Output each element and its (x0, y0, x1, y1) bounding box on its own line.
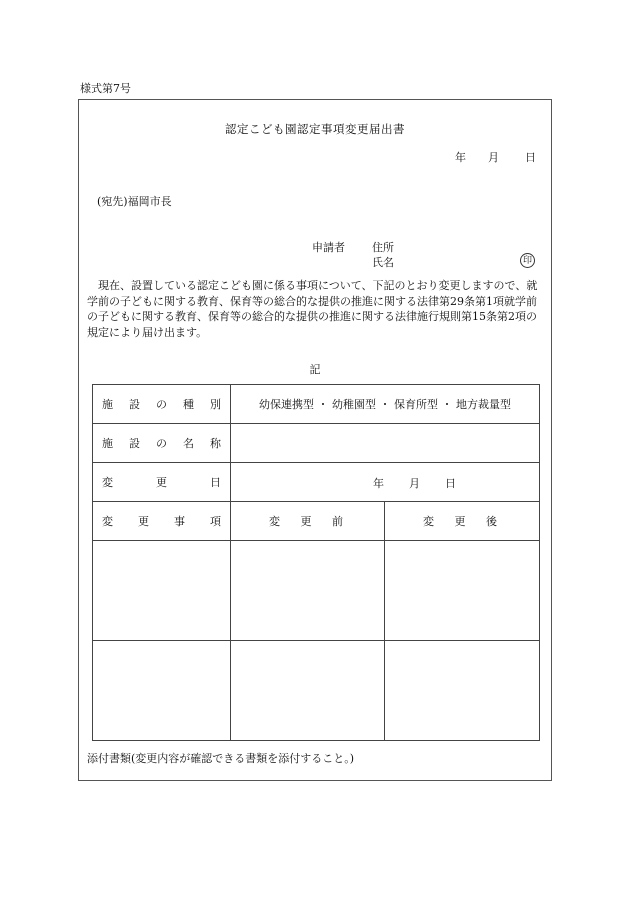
form-frame (78, 99, 552, 781)
declaration-text: 現在、設置している認定こども園に係る事項について、下記のとおり変更しますので、就学前の子どもに関する教育、保育等の総合的な提供の推進に関する法律第29条第1項就学前の子どもに関する教育、保育等の総合的な提供の推進に関する法律施行規則第15条第2項の規定により届け出ます。 (87, 279, 538, 339)
change-date-year: 年 (373, 477, 384, 490)
table-row (93, 385, 540, 424)
facility-name-field[interactable] (231, 424, 540, 463)
after-header: 変更後 (423, 515, 497, 528)
table-row (93, 641, 540, 741)
before-cell[interactable] (231, 641, 385, 741)
change-item-cell[interactable] (93, 641, 231, 741)
form-title: 認定こども園認定事項変更届出書 (225, 122, 405, 136)
after-cell[interactable] (385, 641, 540, 741)
ki-heading: 記 (309, 363, 321, 376)
before-header-cell (231, 502, 385, 541)
addressee: (宛先)福岡市長 (97, 195, 172, 208)
attachment-note: 添付書類(変更内容が確認できる書類を添付すること。) (87, 752, 355, 765)
before-header: 変更前 (269, 515, 343, 528)
date-day-label: 日 (525, 151, 536, 164)
address-label: 住所 (372, 241, 394, 254)
after-header-cell (385, 502, 540, 541)
name-label: 氏名 (372, 256, 394, 269)
facility-type-options[interactable]: 幼保連携型 ・ 幼稚園型 ・ 保育所型 ・ 地方裁量型 (231, 385, 540, 424)
applicant-label: 申請者 (312, 241, 345, 254)
table-row (93, 424, 540, 463)
change-date-day: 日 (445, 477, 456, 490)
facility-name-label: 施設の名称 (93, 424, 231, 463)
change-date-label: 変更日 (93, 463, 231, 502)
date-year-label: 年 (455, 151, 466, 164)
form-number: 様式第7号 (80, 82, 131, 95)
facility-type-label: 施設の種別 (93, 385, 231, 424)
change-details-table (92, 384, 540, 741)
change-item-cell[interactable] (93, 541, 231, 641)
change-date-field[interactable] (231, 463, 540, 502)
date-month-label: 月 (488, 151, 499, 164)
before-cell[interactable] (231, 541, 385, 641)
table-row (93, 502, 540, 541)
table-row (93, 541, 540, 641)
seal-mark: 印 (520, 253, 535, 268)
change-date-month: 月 (409, 477, 420, 490)
change-item-header: 変更事項 (93, 502, 231, 541)
table-row (93, 463, 540, 502)
after-cell[interactable] (385, 541, 540, 641)
